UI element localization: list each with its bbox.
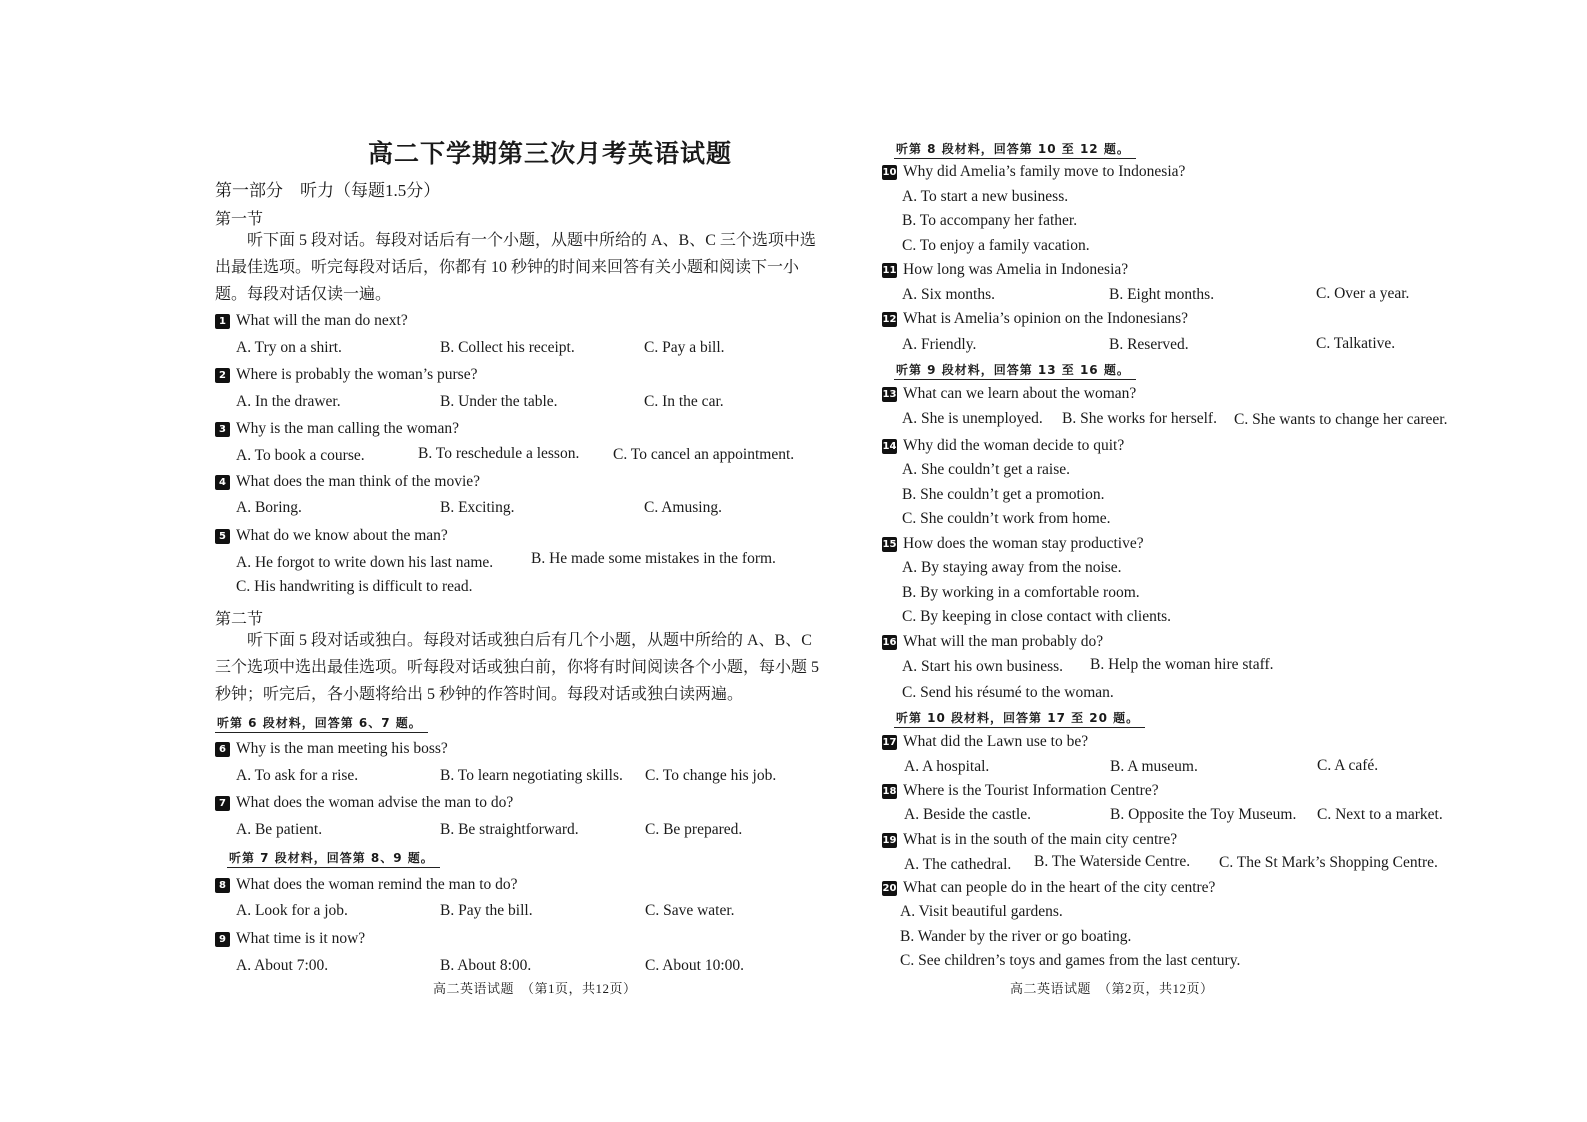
question-number-badge: 18 [882, 785, 897, 797]
question-text: What does the man think of the movie? [236, 473, 481, 490]
question-text: What does the woman advise the man to do? [236, 794, 514, 811]
question-number-badge: 2 [215, 368, 230, 383]
question-number-badge: 8 [215, 878, 230, 893]
question-14 [882, 437, 1124, 455]
question-number-badge: 19 [882, 834, 897, 846]
option-c: C. Over a year. [1316, 285, 1410, 302]
question-number-badge: 4 [215, 475, 230, 490]
question-18 [882, 782, 1159, 800]
option-b: B. Under the table. [440, 393, 558, 410]
option-c: C. Amusing. [644, 499, 722, 516]
option-b: B. To learn negotiating skills. [440, 767, 623, 784]
question-6 [215, 740, 448, 758]
option-b: B. Wander by the river or go boating. [900, 928, 1132, 945]
option-b: B. The Waterside Centre. [1034, 853, 1191, 870]
question-number-badge: 13 [882, 388, 897, 400]
option-c: C. Be prepared. [645, 821, 743, 838]
question-13 [882, 385, 1136, 403]
option-c: C. Save water. [645, 902, 735, 919]
question-text: Where is the Tourist Information Centre? [903, 782, 1159, 799]
material-9-heading: 听第 9 段材料，回答第 13 至 16 题。 [894, 361, 1136, 380]
question-number-badge: 17 [882, 736, 897, 748]
question-number-badge: 12 [882, 313, 897, 325]
option-b: B. A museum. [1110, 758, 1198, 775]
question-number-badge: 15 [882, 538, 897, 550]
option-b: B. Be straightforward. [440, 821, 579, 838]
option-b: B. Help the woman hire staff. [1090, 656, 1274, 673]
part-heading: 第一部分 听力（每题1.5分） [215, 181, 441, 200]
question-4 [215, 473, 480, 491]
option-b: B. Collect his receipt. [440, 339, 575, 356]
material-8-heading: 听第 8 段材料，回答第 10 至 12 题。 [894, 140, 1136, 159]
option-a: A. Boring. [236, 499, 302, 516]
option-a: A. Be patient. [236, 821, 323, 838]
option-a: A. Friendly. [902, 336, 977, 353]
option-a: A. Six months. [902, 286, 996, 303]
option-c: C. See children’s toys and games from the last century. [900, 952, 1241, 969]
question-text: What does the woman remind the man to do? [236, 876, 518, 893]
question-number-badge: 5 [215, 529, 230, 544]
option-b: B. To accompany her father. [902, 212, 1078, 229]
question-1 [215, 312, 408, 330]
question-text: What will the man probably do? [903, 633, 1104, 650]
option-b: B. Exciting. [440, 499, 515, 516]
question-text: What can we learn about the woman? [903, 385, 1137, 402]
option-a: A. Beside the castle. [904, 806, 1031, 823]
question-text: Why did the woman decide to quit? [903, 437, 1125, 454]
option-b: B. Opposite the Toy Museum. [1110, 806, 1297, 823]
option-c: C. She wants to change her career. [1234, 411, 1448, 428]
option-b: B. Reserved. [1109, 336, 1189, 353]
question-text: What will the man do next? [236, 312, 408, 329]
option-b: B. She works for herself. [1062, 410, 1217, 427]
option-c: C. A café. [1317, 757, 1379, 774]
option-a: A. A hospital. [904, 758, 990, 775]
option-b: B. He made some mistakes in the form. [531, 550, 776, 567]
material-7-heading: 听第 7 段材料，回答第 8、9 题。 [227, 849, 440, 868]
option-a: A. He forgot to write down his last name. [236, 554, 494, 571]
option-c: C. By keeping in close contact with clients. [902, 608, 1172, 625]
option-a: A. Visit beautiful gardens. [900, 903, 1063, 920]
question-text: How long was Amelia in Indonesia? [903, 261, 1129, 278]
question-15 [882, 535, 1144, 553]
option-a: A. Try on a shirt. [236, 339, 342, 356]
option-c: C. Talkative. [1316, 335, 1396, 352]
option-a: A. About 7:00. [236, 957, 329, 974]
exam-title: 高二下学期第三次月考英语试题 [368, 141, 733, 168]
question-text: What is in the south of the main city centre? [903, 831, 1178, 848]
option-b: B. She couldn’t get a promotion. [902, 486, 1105, 503]
question-20 [882, 879, 1215, 897]
question-text: What is Amelia’s opinion on the Indonesians? [903, 310, 1188, 327]
question-16 [882, 633, 1103, 651]
question-number-badge: 7 [215, 796, 230, 811]
section2-instructions: 听下面 5 段对话或独白。每段对话或独白后有几个小题，从题中所给的 A、B、C 三个选项中选出最佳选项。听每段对话或独白前，你将有时间阅读各个小题，每小题 5 秒钟；听完后，各小题将给出 5 秒钟的作答时间。每段对话或独白读两遍。 [215, 632, 820, 703]
question-11 [882, 261, 1128, 279]
question-5 [215, 527, 448, 545]
question-number-badge: 16 [882, 636, 897, 648]
option-c: C. Next to a market. [1317, 806, 1443, 823]
section2-heading: 第二节 [215, 611, 264, 628]
question-number-badge: 20 [882, 882, 897, 894]
section1-heading: 第一节 [215, 211, 264, 228]
option-b: B. Eight months. [1109, 286, 1215, 303]
question-number-badge: 1 [215, 314, 230, 329]
option-a: A. In the drawer. [236, 393, 341, 410]
material-6-heading: 听第 6 段材料，回答第 6、7 题。 [215, 714, 428, 733]
question-3 [215, 420, 459, 438]
question-number-badge: 6 [215, 742, 230, 757]
option-b: B. About 8:00. [440, 957, 532, 974]
option-c: C. She couldn’t work from home. [902, 510, 1111, 527]
option-a: A. Look for a job. [236, 902, 348, 919]
option-a: A. She couldn’t get a raise. [902, 461, 1071, 478]
question-text: How does the woman stay productive? [903, 535, 1144, 552]
question-2 [215, 366, 477, 384]
question-text: Why is the man calling the woman? [236, 420, 459, 437]
option-c: C. To cancel an appointment. [613, 446, 795, 463]
question-12 [882, 310, 1188, 328]
question-8 [215, 876, 518, 894]
option-b: B. By working in a comfortable room. [902, 584, 1140, 601]
option-a: A. The cathedral. [904, 856, 1012, 873]
option-a: A. To ask for a rise. [236, 767, 359, 784]
question-text: Why is the man meeting his boss? [236, 740, 448, 757]
option-a: A. By staying away from the noise. [902, 559, 1122, 576]
option-a: A. She is unemployed. [902, 410, 1043, 427]
question-7 [215, 794, 513, 812]
question-text: What do we know about the man? [236, 527, 448, 544]
question-17 [882, 733, 1088, 751]
question-9 [215, 930, 365, 948]
question-number-badge: 14 [882, 440, 897, 452]
material-10-heading: 听第 10 段材料，回答第 17 至 20 题。 [894, 709, 1145, 728]
option-c: C. His handwriting is difficult to read. [236, 578, 473, 595]
option-c: C. To change his job. [645, 767, 777, 784]
option-c: C. To enjoy a family vacation. [902, 237, 1090, 254]
option-b: B. Pay the bill. [440, 902, 533, 919]
question-number-badge: 10 [882, 166, 897, 178]
question-text: Where is probably the woman’s purse? [236, 366, 478, 383]
question-number-badge: 9 [215, 932, 230, 947]
option-b: B. To reschedule a lesson. [418, 445, 580, 462]
option-a: A. Start his own business. [902, 658, 1064, 675]
option-c: C. Pay a bill. [644, 339, 725, 356]
section1-instructions: 听下面 5 段对话。每段对话后有一个小题，从题中所给的 A、B、C 三个选项中选出最佳选项。听完每段对话后，你都有 10 秒钟的时间来回答有关小题和阅读下一小题。每段对话仅读一遍。 [215, 232, 816, 303]
question-text: Why did Amelia’s family move to Indonesia? [903, 163, 1186, 180]
option-c: C. Send his résumé to the woman. [902, 684, 1114, 701]
question-text: What can people do in the heart of the city centre? [903, 879, 1216, 896]
question-number-badge: 11 [882, 264, 897, 276]
question-19 [882, 831, 1177, 849]
option-c: C. In the car. [644, 393, 724, 410]
question-number-badge: 3 [215, 422, 230, 437]
question-text: What time is it now? [236, 930, 366, 947]
option-c: C. The St Mark’s Shopping Centre. [1219, 854, 1438, 871]
page-footer: 高二英语试题 （第1页，共12页） [433, 981, 637, 996]
option-c: C. About 10:00. [645, 957, 745, 974]
option-a: A. To start a new business. [902, 188, 1069, 205]
page-footer: 高二英语试题 （第2页，共12页） [1010, 981, 1214, 996]
question-text: What did the Lawn use to be? [903, 733, 1089, 750]
question-10 [882, 163, 1185, 181]
option-a: A. To book a course. [236, 447, 365, 464]
